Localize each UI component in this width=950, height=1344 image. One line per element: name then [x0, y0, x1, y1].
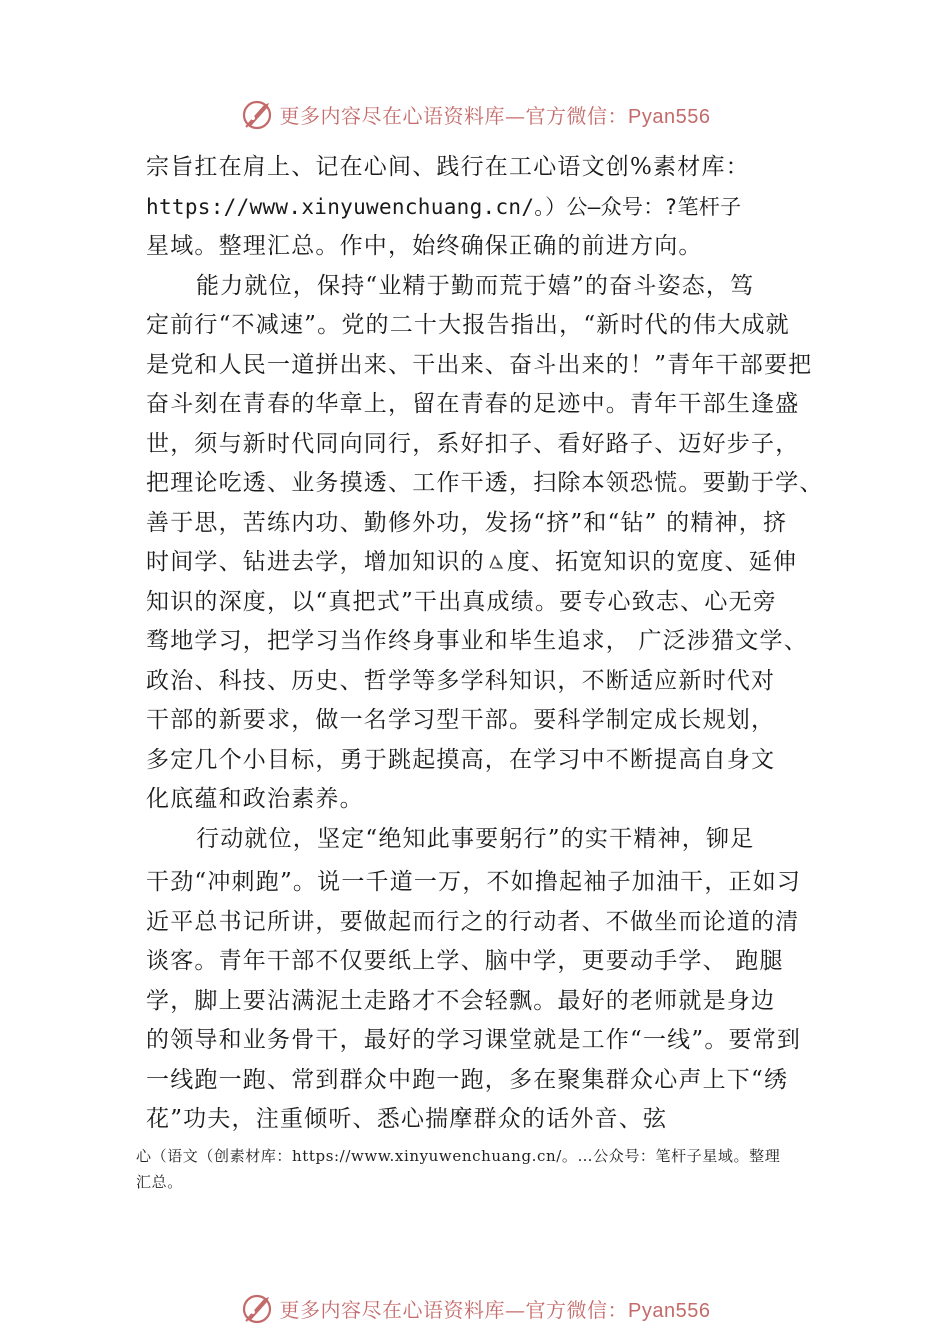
body-line [146, 543, 826, 583]
body-line: 世，须与新时代同向同行，系好扣子、看好路子、迈好步子， [146, 430, 800, 457]
body-line: 宗旨扛在肩上、记在心间、践行在工心语文创%素材库： [146, 154, 750, 180]
body-line: 干劲“冲刺跑”。说一千道一万，不如撸起袖子加油干，正如习 [146, 869, 802, 895]
header-wechat-id: Pyan556 [628, 105, 711, 128]
footnote [136, 1143, 836, 1195]
paragraph-start-line: 行动就位，坚定“绝知此事要躬行”的实干精神，铆足 [196, 825, 755, 852]
body-line: 把理论吃透、业务摸透、工作干透，扫除本领恐慌。要勤于学、 [146, 470, 824, 496]
body-line: 知识的深度，以“真把式”干出真成绩。要专心致志、心无旁 [146, 588, 777, 615]
body-line: 谈客。青年干部不仅要纸上学、脑中学，更要动手学、 跑腿 [146, 948, 784, 974]
footnote-line: 汇总。 [136, 1173, 183, 1191]
body-line-part: 度、拓宽知识的宽度、延伸 [506, 549, 798, 575]
footer-banner-text [280, 1294, 711, 1323]
body-line-part: 时间学、钻进去学，增加知识的 [146, 549, 485, 575]
body-line: 学，脚上要沾满泥土走路才不会轻飘。最好的老师就是身边 [146, 987, 776, 1014]
header-banner-text [280, 100, 711, 129]
body-line: 干部的新要求，做一名学习型干部。要科学制定成长规划， [146, 707, 776, 733]
body-line: 是党和人民一道拼出来、干出来、奋斗出来的！”青年干部要把 [146, 351, 813, 378]
footer-banner [0, 1288, 950, 1328]
pen-logo-icon [240, 1290, 276, 1326]
header-banner [0, 94, 950, 134]
paragraph-start-line: 能力就位，保持“业精于勤而荒于嬉”的奋斗姿态，笃 [196, 272, 755, 299]
footer-banner-label: 更多内容尽在心语资料库—官方微信： [279, 1297, 629, 1322]
body-line: 的领导和业务骨干，最好的学习课堂就是工作“一线”。要常到 [146, 1027, 802, 1053]
body-line: 近平总书记所讲，要做起而行之的行动者、不做坐而论道的清 [146, 908, 800, 935]
header-banner-label: 更多内容尽在心语资料库—官方微信： [279, 103, 629, 128]
body-line: https://www.xinyuwenchuang.cn/。）公—众号：?笔杆子 [146, 194, 742, 219]
body-line: 定前行“不减速”。党的二十大报告指出，“新时代的伟大成就 [146, 312, 790, 338]
pen-logo-icon [240, 96, 276, 132]
body-line: 政治、科技、历史、哲学等多学科知识，不断适应新时代对 [146, 667, 776, 694]
body-line: 星域。整理汇总。作中，始终确保正确的前进方向。 [146, 233, 703, 259]
body-line: 奋斗刻在青春的华章上，留在青春的足迹中。青年干部生逢盛 [146, 391, 800, 417]
footnote-line: 心（语文（创素材库：https://www.xinyuwenchuang.cn/。…公众号：笔杆子星域。整理 [136, 1147, 781, 1165]
body-line: 一线跑一跑、常到群众中跑一跑，多在聚集群众心声上下“绣 [146, 1066, 789, 1093]
broken-glyph-icon [487, 545, 505, 563]
body-line: 骛地学习，把学习当作终身事业和毕生追求， 广泛涉猎文学、 [146, 628, 808, 654]
body-line: 多定几个小目标，勇于跳起摸高，在学习中不断提高自身文 [146, 746, 776, 773]
footer-wechat-id: Pyan556 [628, 1299, 711, 1322]
body-line: 善于思，苦练内功、勤修外功，发扬“挤”和“钻” 的精神，挤 [146, 509, 788, 536]
document-body [146, 148, 826, 1140]
body-line: 花”功夫，注重倾听、悉心揣摩群众的话外音、弦 [146, 1106, 668, 1132]
body-line: 化底蕴和政治素养。 [146, 786, 364, 812]
